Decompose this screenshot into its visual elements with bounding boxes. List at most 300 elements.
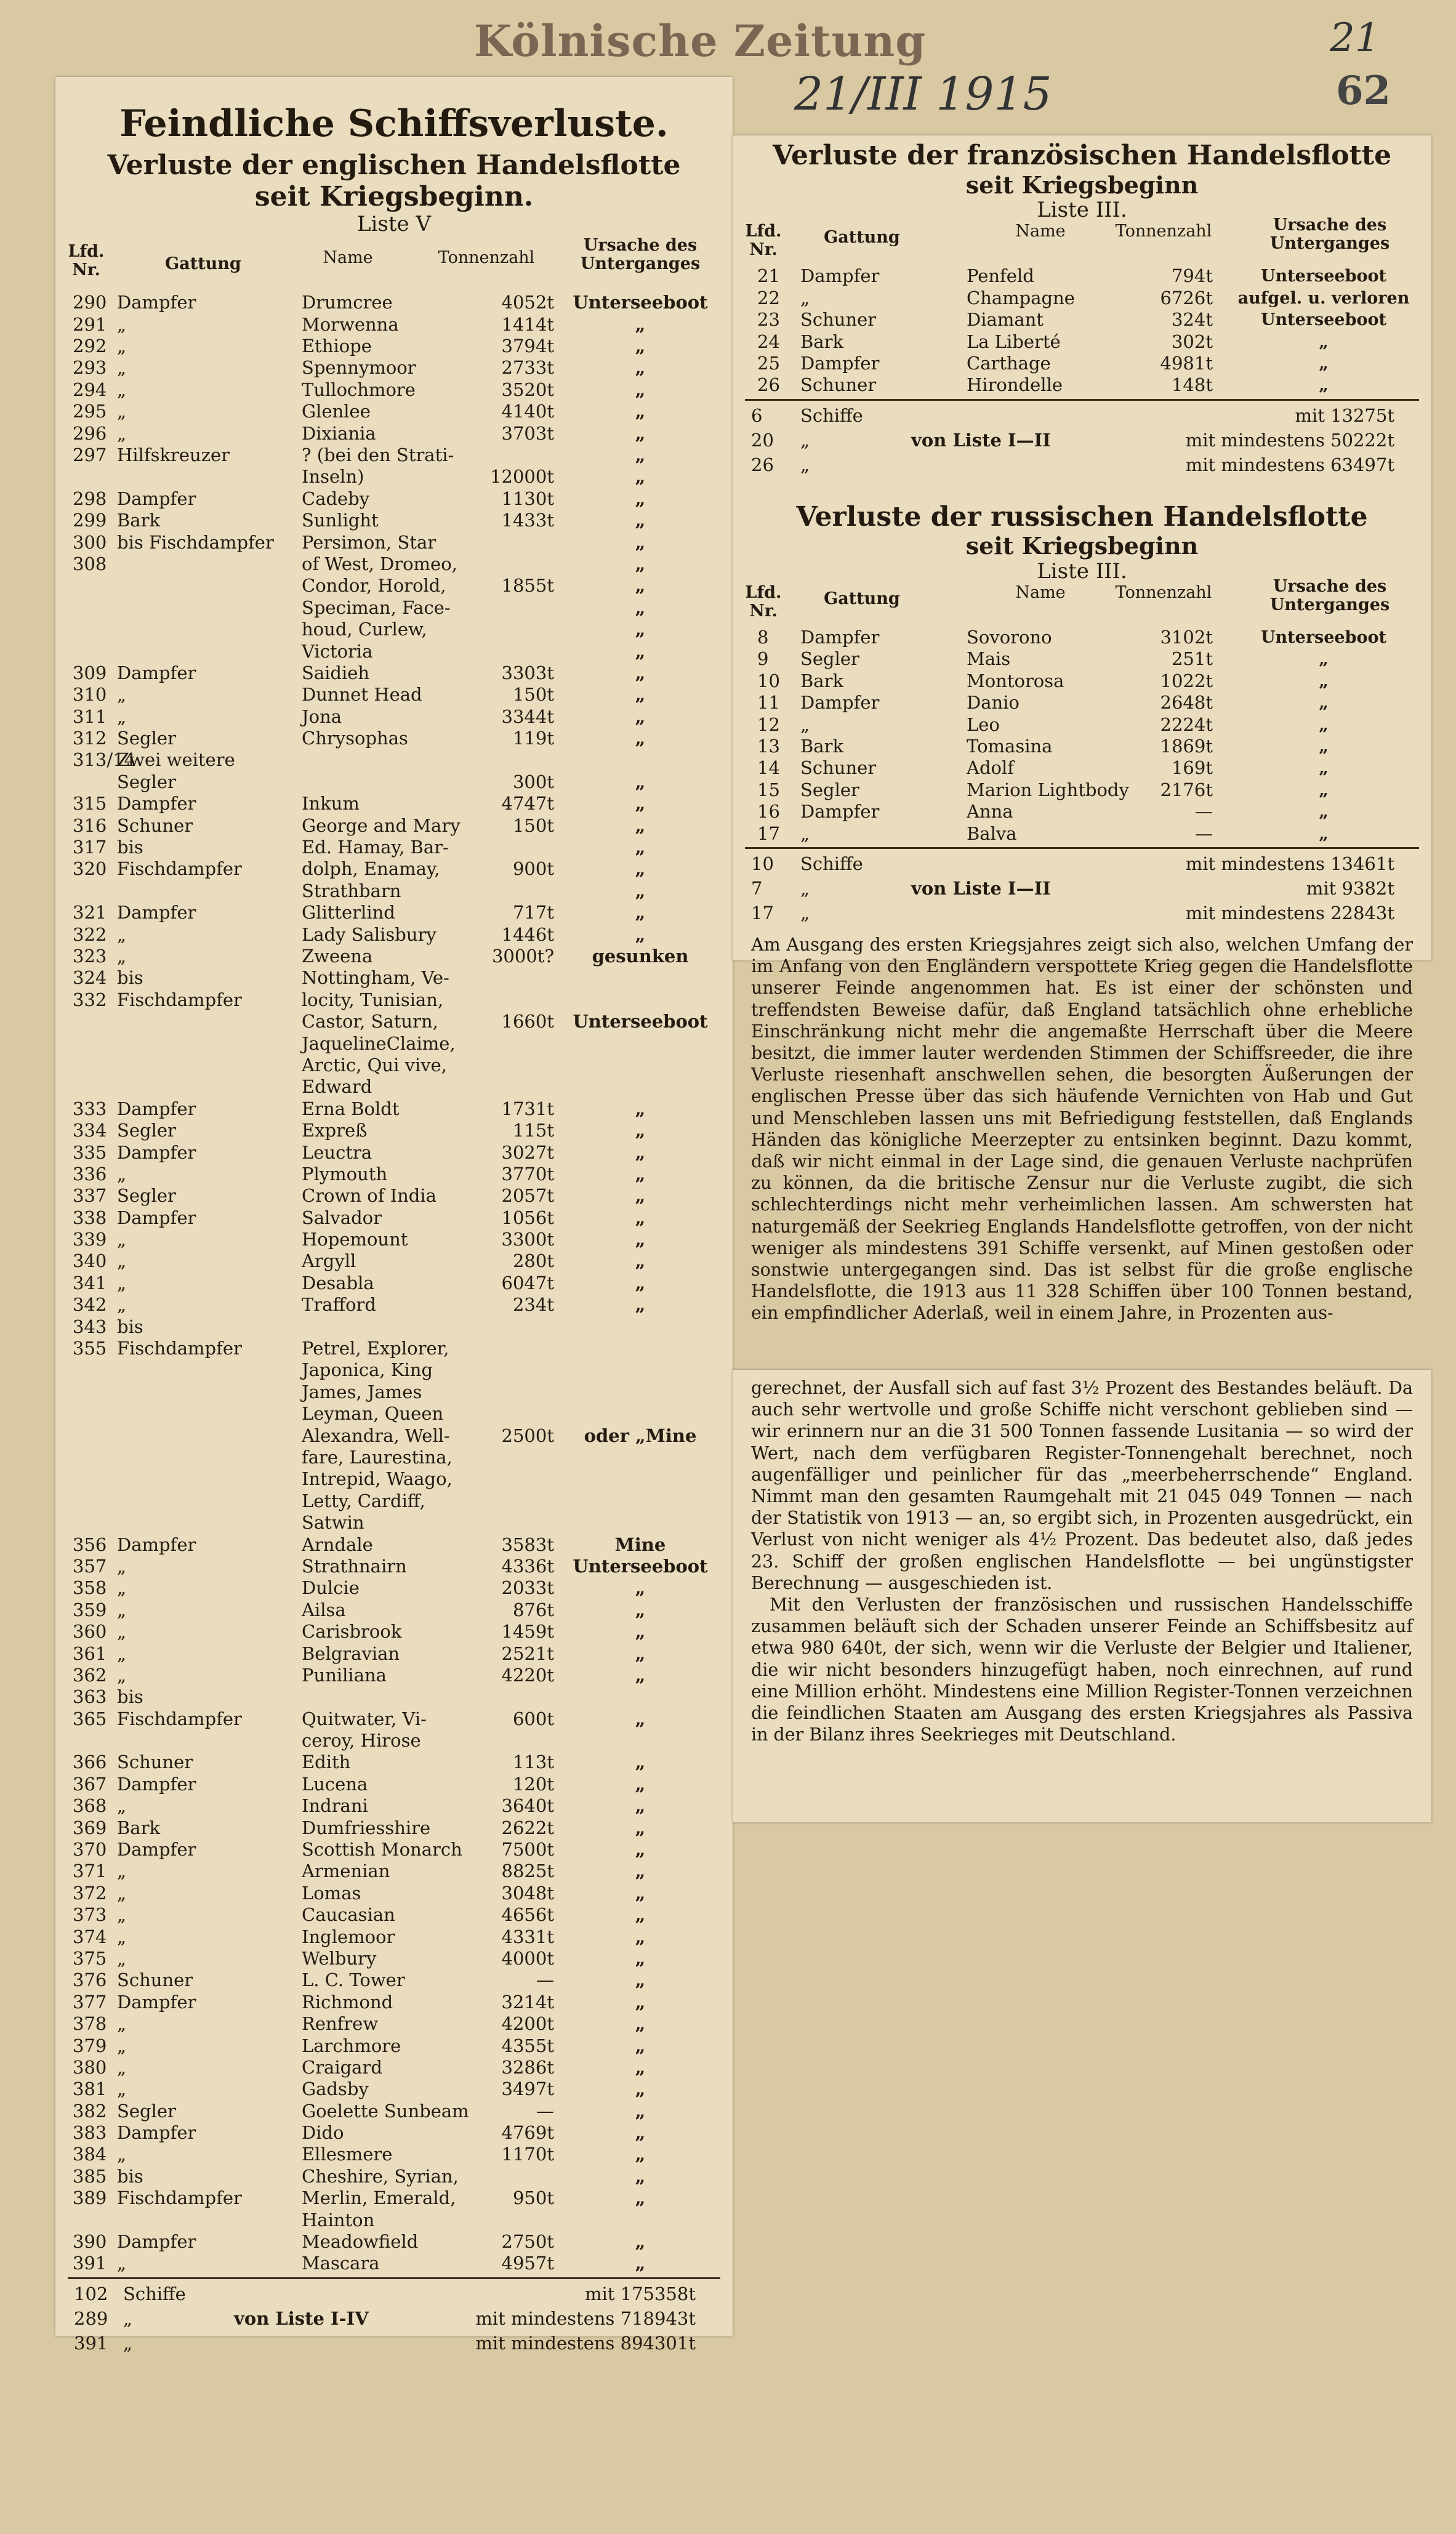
- cell-nr: 299: [73, 510, 107, 531]
- cell-cause: „: [635, 2165, 646, 2187]
- cell-name: Petrel, Explorer,: [302, 1338, 449, 1359]
- table-row: [55, 1011, 733, 1032]
- cell-gattung: Schuner: [117, 814, 193, 836]
- cell-name: Salvador: [302, 1207, 382, 1228]
- cell-cause: „: [635, 1817, 646, 1838]
- cell-name: Sunlight: [302, 510, 379, 531]
- cell-name: La Liberté: [967, 331, 1061, 352]
- cell-nr: 10: [757, 670, 780, 691]
- cell-cause: „: [635, 313, 646, 335]
- cell-gattung: Dampfer: [800, 692, 880, 714]
- table-row: [733, 627, 1431, 648]
- cell-name: Dumfriesshire: [302, 1817, 431, 1838]
- cell-ton: 251t: [1171, 648, 1213, 670]
- cell-nr: 24: [757, 331, 780, 352]
- cell-nr: 370: [73, 1839, 107, 1860]
- cell-cause: „: [635, 1752, 646, 1773]
- table-row: [55, 1250, 733, 1272]
- cell-name: Merlin, Emerald,: [302, 2187, 456, 2209]
- table-row: [55, 1839, 733, 1860]
- cell-nr: 25: [757, 352, 780, 374]
- cell-ton: 1731t: [501, 1098, 554, 1119]
- table-row: [55, 2057, 733, 2078]
- cell-ton: 4140t: [501, 401, 554, 422]
- cell-nr: 339: [73, 1229, 107, 1250]
- cell-nr: 292: [73, 336, 107, 357]
- cell-name: Alexandra, Well-: [302, 1425, 450, 1446]
- cell-nr: 300: [73, 531, 107, 553]
- cell-name: Ethiope: [302, 336, 372, 357]
- cell-ton: 1459t: [501, 1621, 554, 1643]
- french-subtitle2: seit Kriegsbeginn: [965, 171, 1199, 199]
- cell-gattung: Dampfer: [117, 1839, 196, 1860]
- cell-ton: 3794t: [501, 336, 554, 357]
- cell-ton: 1056t: [501, 1207, 554, 1228]
- cell-name: Crown of India: [302, 1185, 436, 1207]
- cell-cause: „: [635, 1991, 646, 2013]
- table-row: [55, 1076, 733, 1098]
- cell-gattung: „: [117, 1250, 127, 1272]
- total-nr: 6: [751, 404, 763, 426]
- cell-gattung: „: [117, 684, 127, 706]
- cell-cause: „: [635, 1664, 646, 1686]
- cell-cause: „: [635, 2035, 646, 2056]
- table-row: [55, 1795, 733, 1817]
- cell-gattung: „: [117, 923, 127, 945]
- cell-nr: 366: [73, 1752, 107, 1773]
- cell-cause: „: [635, 1947, 646, 1969]
- table-row: [55, 1556, 733, 1577]
- table-row: [55, 2035, 733, 2057]
- table-row: [55, 1098, 733, 1120]
- total-ton: mit 13275t: [1295, 404, 1394, 426]
- english-subtitle: Verluste der englischen Handelsflotte: [107, 150, 681, 181]
- cell-nr: 8: [757, 627, 769, 648]
- cell-ton: 2176t: [1160, 779, 1213, 800]
- cell-gattung: bis: [117, 837, 143, 858]
- total-mid: von Liste I—II: [911, 429, 1051, 451]
- cell-cause: aufgel. u. verloren: [1237, 288, 1410, 308]
- cell-ton: 3300t: [501, 1229, 554, 1250]
- cell-name: Dixiania: [302, 422, 376, 444]
- cell-name: Ed. Hamay, Bar-: [302, 837, 449, 858]
- table-row: [55, 1425, 733, 1447]
- cell-ton: 6726t: [1160, 287, 1213, 308]
- header-nr: Lfd. Nr.: [68, 242, 105, 280]
- cell-cause: gesunken: [592, 946, 689, 967]
- cell-nr: 389: [73, 2187, 107, 2209]
- cell-cause: „: [635, 510, 646, 531]
- cell-nr: 381: [73, 2078, 107, 2100]
- table-row: [55, 641, 733, 662]
- french-table-body: [733, 265, 1431, 396]
- cell-gattung: „: [117, 313, 127, 335]
- cell-name: Glitterlind: [302, 902, 395, 923]
- cell-gattung: Zwei weitere: [117, 749, 235, 771]
- cell-name: Champagne: [967, 287, 1075, 308]
- cell-ton: 115t: [512, 1120, 554, 1141]
- cell-nr: 390: [73, 2231, 107, 2253]
- cell-gattung: „: [117, 1795, 127, 1817]
- cell-ton: 876t: [512, 1599, 554, 1620]
- cell-gattung: „: [117, 2144, 127, 2165]
- cell-name: Erna Boldt: [302, 1098, 400, 1119]
- cell-nr: 310: [73, 684, 107, 706]
- table-row: [55, 401, 733, 422]
- table-row: [733, 288, 1431, 309]
- cell-nr: 23: [757, 309, 780, 331]
- cell-name: Hirondelle: [967, 374, 1063, 396]
- cell-name: Lucena: [302, 1773, 368, 1795]
- article-paragraph-3: Mit den Verlusten der französischen und russischen Handelsschiffe zusammen beläuft sich der Schaden unserer Feinde an Schiffsbesitz auf etwa 980 640t, der sich, wenn wir die Verluste der Belgier und Italiener, die wir nicht besonders hinzugefügt haben, noch einrechnen, auf rund eine Million erhöht. Mindestens eine Million Register-Tonnen verzeichnen die feindlichen Staaten am Ausgang des ersten Kriegsjahres als Passiva in der Bilanz ihres Seekrieges mit Deutschland.: [751, 1595, 1413, 1745]
- cell-name: Leyman, Queen: [302, 1403, 444, 1425]
- cell-gattung: „: [117, 946, 127, 967]
- cell-gattung: „: [117, 1860, 127, 1882]
- cell-cause: „: [635, 2231, 646, 2253]
- table-row: [55, 357, 733, 379]
- cell-name: Indrani: [302, 1795, 368, 1817]
- cell-cause: „: [1319, 650, 1329, 669]
- cell-ton: 324t: [1171, 309, 1213, 331]
- cell-name: Quitwater, Vi-: [302, 1708, 427, 1729]
- cell-name: ? (bei den Strati-: [302, 444, 454, 466]
- cell-nr: 384: [73, 2144, 107, 2165]
- cell-cause: „: [635, 466, 646, 488]
- total-row: [733, 428, 1431, 452]
- cell-name: Dido: [302, 2122, 344, 2144]
- cell-ton: 4981t: [1160, 352, 1213, 374]
- cell-cause: „: [635, 401, 646, 422]
- cell-gattung: Segler: [117, 771, 176, 792]
- table-row: [733, 692, 1431, 714]
- cell-cause: „: [635, 684, 646, 706]
- cell-gattung: „: [117, 2013, 127, 2035]
- cell-ton: 717t: [512, 902, 554, 923]
- french-totals: [733, 403, 1431, 477]
- cell-ton: —: [536, 1969, 554, 1991]
- cell-name: Expreß: [302, 1120, 368, 1141]
- clipping-article-continuation: [733, 1370, 1431, 1822]
- russian-list-label: Liste III.: [1037, 559, 1127, 584]
- cell-name: Larchmore: [302, 2035, 401, 2056]
- cell-ton: 950t: [512, 2187, 554, 2209]
- total-text: „: [800, 429, 810, 451]
- cell-nr: 359: [73, 1599, 107, 1620]
- cell-name: Arctic, Qui vive,: [302, 1054, 448, 1076]
- table-row: [55, 1926, 733, 1948]
- masthead: Kölnische Zeitung: [474, 15, 927, 66]
- cell-name: Argyll: [302, 1250, 356, 1272]
- cell-ton: 6047t: [501, 1272, 554, 1293]
- table-row: [55, 466, 733, 488]
- table-row: [55, 2122, 733, 2144]
- cell-nr: 385: [73, 2165, 107, 2187]
- cell-nr: 336: [73, 1163, 107, 1185]
- cell-name: locity, Tunisian,: [302, 989, 444, 1010]
- cell-cause: Mine: [614, 1534, 666, 1555]
- cell-nr: 322: [73, 923, 107, 945]
- cell-name: Caucasian: [302, 1904, 395, 1926]
- cell-ton: 3520t: [501, 379, 554, 400]
- total-nr: 17: [751, 903, 774, 923]
- cell-ton: 3027t: [501, 1141, 554, 1163]
- total-ton: mit mindestens 22843t: [1185, 903, 1394, 923]
- cell-cause: „: [635, 531, 646, 553]
- cell-ton: 3102t: [1160, 627, 1213, 648]
- handwritten-date: 21/III 1915: [794, 68, 1052, 121]
- cell-name: Mais: [967, 648, 1011, 670]
- cell-nr: 355: [73, 1338, 107, 1359]
- cell-gattung: „: [117, 1577, 127, 1599]
- cell-ton: 4769t: [501, 2122, 554, 2144]
- cell-gattung: Dampfer: [117, 2122, 196, 2144]
- cell-gattung: Dampfer: [117, 662, 196, 683]
- total-row: [55, 2282, 733, 2306]
- table-row: [733, 670, 1431, 692]
- table-row: [55, 1969, 733, 1991]
- cell-ton: 2033t: [501, 1577, 554, 1599]
- cell-ton: 119t: [512, 728, 554, 749]
- header-nr: Lfd. Nr.: [745, 583, 782, 621]
- total-nr: 7: [751, 878, 763, 899]
- cell-ton: 4000t: [501, 1947, 554, 1969]
- cell-cause: „: [635, 1577, 646, 1599]
- total-ton: mit 175358t: [584, 2283, 696, 2304]
- cell-ton: 794t: [1171, 265, 1213, 287]
- table-row: [55, 1948, 733, 1969]
- total-nr: 20: [751, 429, 774, 451]
- cell-nr: 367: [73, 1773, 107, 1795]
- cell-name: Montorosa: [967, 670, 1064, 691]
- cell-name: Speciman, Face-: [302, 597, 451, 618]
- cell-gattung: Fischdampfer: [117, 858, 242, 880]
- header-ton: Tonnenzahl: [1115, 583, 1212, 603]
- cell-gattung: „: [117, 1947, 127, 1969]
- total-mid: von Liste I—II: [911, 878, 1051, 899]
- cell-cause: Unterseeboot: [573, 1011, 708, 1032]
- total-ton: mit mindestens 63497t: [1185, 454, 1394, 475]
- table-row: [733, 331, 1431, 353]
- table-row: [733, 736, 1431, 757]
- cell-name: Victoria: [302, 640, 373, 662]
- header-nr: Lfd. Nr.: [745, 222, 782, 260]
- cell-name: Saidieh: [302, 662, 370, 683]
- table-row: [55, 2187, 733, 2209]
- table-row: [55, 1229, 733, 1250]
- total-text: Schiffe: [123, 2283, 186, 2304]
- table-row: [55, 2144, 733, 2165]
- cell-ton: 3497t: [501, 2078, 554, 2100]
- table-row: [55, 2231, 733, 2253]
- cell-nr: 340: [73, 1250, 107, 1272]
- cell-ton: 3583t: [501, 1534, 554, 1555]
- cell-gattung: Schuner: [800, 757, 877, 779]
- cell-nr: 320: [73, 858, 107, 880]
- cell-nr: 341: [73, 1272, 107, 1293]
- cell-name: houd, Curlew,: [302, 619, 427, 640]
- cell-name: JaquelineClaime,: [302, 1032, 456, 1054]
- table-row: [55, 1730, 733, 1752]
- page-number: 62: [1336, 68, 1391, 114]
- cell-ton: 3000t?: [491, 946, 554, 967]
- cell-nr: 363: [73, 1686, 107, 1708]
- cell-nr: 369: [73, 1817, 107, 1838]
- cell-cause: „: [635, 1795, 646, 1817]
- cell-name: Spennymoor: [302, 357, 416, 379]
- cell-cause: „: [635, 1904, 646, 1926]
- cell-ton: 1869t: [1160, 736, 1213, 757]
- cell-gattung: Schuner: [117, 1752, 193, 1773]
- cell-name: Gadsby: [302, 2078, 369, 2100]
- cell-gattung: „: [117, 1272, 127, 1293]
- cell-nr: 391: [73, 2253, 107, 2274]
- cell-gattung: Segler: [117, 1120, 176, 1141]
- cell-name: Arndale: [302, 1534, 373, 1555]
- cell-ton: 7500t: [501, 1839, 554, 1860]
- cell-cause: „: [635, 2144, 646, 2165]
- table-row: [55, 1992, 733, 2013]
- cell-name: Welbury: [302, 1947, 377, 1969]
- table-row: [55, 902, 733, 923]
- cell-gattung: „: [117, 379, 127, 400]
- cell-nr: 321: [73, 902, 107, 923]
- cell-gattung: Bark: [800, 331, 844, 352]
- cell-gattung: Dampfer: [800, 627, 880, 648]
- clipping-english-losses: [55, 77, 733, 2354]
- total-row: [733, 851, 1431, 876]
- cell-name: Danio: [967, 692, 1020, 714]
- table-row: [55, 1055, 733, 1076]
- cell-name: Puniliana: [302, 1664, 387, 1686]
- cell-gattung: Dampfer: [117, 1207, 196, 1228]
- cell-ton: —: [536, 2100, 554, 2122]
- article-paragraph-1: Am Ausgang des ersten Kriegsjahres zeigt sich also, welchen Umfang der im Anfang von den Engländern verspottete Krieg gegen die Handelsflotte unserer Feinde angenommen hat. Es ist einer der schönsten und treffendsten Beweise dafür, daß England tatsächlich ohne erhebliche Einschränkung nicht mehr die angemaßte Herrschaft über die Meere besitzt, die immer lauter werdenden Stimmen der Schiffsreeder, die ihre Verluste riesenhaft anschwellen sehen, die besorgten Äußerungen der englischen Presse über das sich häufende Vernichten von Hab und Gut und Menschleben lassen uns mit Befriedigung feststellen, daß Englands Händen das königliche Meerzepter zu entsinken beginnt. Dazu kommt, daß wir nicht einmal in der Lage sind, die genauen Verluste nachprüfen zu können, da die britische Zensur nur die Verluste zugibt, die sich schlechterdings nicht mehr verheimlichen lassen. Am schwersten hat naturgemäß der Seekrieg Englands Handelsflotte getroffen, von der nicht weniger als mindestens 391 Schiffe versenkt, auf Minen gestoßen oder sonstwie untergegangen sind. Das ist selbst für die große englische Handelsflotte, die 1913 aus 11 328 Schiffen über 100 Tonnen bestand, ein empfindlicher Aderlaß, weil in einem Jahre, in Prozenten aus-: [751, 935, 1413, 1324]
- cell-name: James, James: [302, 1381, 422, 1402]
- french-list-label: Liste III.: [1037, 198, 1127, 223]
- cell-ton: 113t: [512, 1752, 554, 1773]
- cell-gattung: Fischdampfer: [117, 989, 242, 1010]
- cell-gattung: „: [117, 1926, 127, 1947]
- cell-name: Glenlee: [302, 401, 371, 422]
- cell-name: Tullochmore: [302, 379, 416, 400]
- cell-nr: 9: [757, 648, 769, 670]
- cell-nr: 297: [73, 444, 107, 466]
- header-gattung: Gattung: [824, 589, 900, 609]
- cell-cause: Unterseeboot: [573, 292, 708, 313]
- cell-nr: 298: [73, 488, 107, 509]
- english-table-rule: [68, 2277, 720, 2279]
- table-row: [55, 2210, 733, 2231]
- cell-ton: 1660t: [501, 1011, 554, 1032]
- table-row: [55, 1752, 733, 1773]
- cell-gattung: „: [117, 1555, 127, 1577]
- cell-ton: 1414t: [501, 313, 554, 335]
- cell-nr: 311: [73, 706, 107, 727]
- cell-gattung: „: [117, 2056, 127, 2078]
- cell-cause: „: [1319, 824, 1329, 843]
- cell-nr: 13: [757, 736, 780, 757]
- table-row: [733, 309, 1431, 331]
- table-row: [55, 1490, 733, 1512]
- cell-name: Leo: [967, 714, 1000, 735]
- table-row: [55, 967, 733, 989]
- total-row: [733, 452, 1431, 477]
- cell-gattung: Dampfer: [117, 1534, 196, 1555]
- total-text: „: [800, 903, 810, 923]
- table-row: [55, 553, 733, 575]
- cell-gattung: Dampfer: [117, 902, 196, 923]
- cell-gattung: Dampfer: [117, 1141, 196, 1163]
- cell-gattung: Dampfer: [117, 488, 196, 509]
- cell-nr: 360: [73, 1621, 107, 1643]
- cell-ton: 3344t: [501, 706, 554, 727]
- cell-name: fare, Laurestina,: [302, 1446, 452, 1468]
- header-ton: Tonnenzahl: [438, 248, 535, 268]
- total-text: Schiffe: [800, 853, 863, 874]
- cell-gattung: bis: [117, 1316, 143, 1337]
- total-text: „: [123, 2307, 133, 2329]
- table-row: [55, 1883, 733, 1904]
- table-row: [55, 1447, 733, 1468]
- table-row: [55, 924, 733, 946]
- table-row: [55, 728, 733, 749]
- cell-ton: 1022t: [1160, 670, 1213, 691]
- cell-name: Ailsa: [302, 1599, 346, 1620]
- cell-ton: 4957t: [501, 2253, 554, 2274]
- cell-ton: 3048t: [501, 1882, 554, 1904]
- table-row: [55, 1665, 733, 1686]
- cell-ton: 2521t: [501, 1643, 554, 1664]
- cell-ton: 4220t: [501, 1664, 554, 1686]
- russian-table-body: [733, 627, 1431, 845]
- cell-cause: „: [635, 1926, 646, 1947]
- table-row: [55, 597, 733, 619]
- table-row: [55, 444, 733, 466]
- cell-cause: „: [635, 902, 646, 923]
- cell-cause: „: [635, 379, 646, 400]
- cell-nr: 17: [757, 823, 780, 844]
- header-cause: Ursache des Unterganges: [1269, 577, 1390, 614]
- table-row: [55, 2101, 733, 2122]
- cell-gattung: „: [117, 1904, 127, 1926]
- cell-gattung: Bark: [800, 736, 844, 757]
- cell-nr: 361: [73, 1643, 107, 1664]
- table-row: [55, 1207, 733, 1229]
- cell-cause: „: [635, 1207, 646, 1228]
- cell-cause: „: [635, 1272, 646, 1293]
- cell-name: Inglemoor: [302, 1926, 395, 1947]
- cell-gattung: „: [117, 422, 127, 444]
- cell-ton: 148t: [1171, 374, 1213, 396]
- french-subtitle: Verluste der französischen Handelsflotte: [772, 140, 1392, 171]
- cell-nr: 291: [73, 313, 107, 335]
- cell-name: Meadowfield: [302, 2231, 419, 2253]
- cell-cause: „: [635, 422, 646, 444]
- cell-name: Carisbrook: [302, 1621, 402, 1643]
- cell-nr: 375: [73, 1947, 107, 1969]
- cell-name: Persimon, Star: [302, 531, 436, 553]
- cell-ton: 120t: [512, 1773, 554, 1795]
- cell-nr: 371: [73, 1860, 107, 1882]
- total-nr: 26: [751, 454, 774, 475]
- table-row: [733, 374, 1431, 396]
- total-text: Schiffe: [800, 404, 863, 426]
- table-row: [55, 1686, 733, 1708]
- cell-cause: „: [635, 728, 646, 749]
- cell-cause: Unterseeboot: [573, 1555, 708, 1577]
- cell-nr: 334: [73, 1120, 107, 1141]
- header-gattung: Gattung: [824, 228, 900, 247]
